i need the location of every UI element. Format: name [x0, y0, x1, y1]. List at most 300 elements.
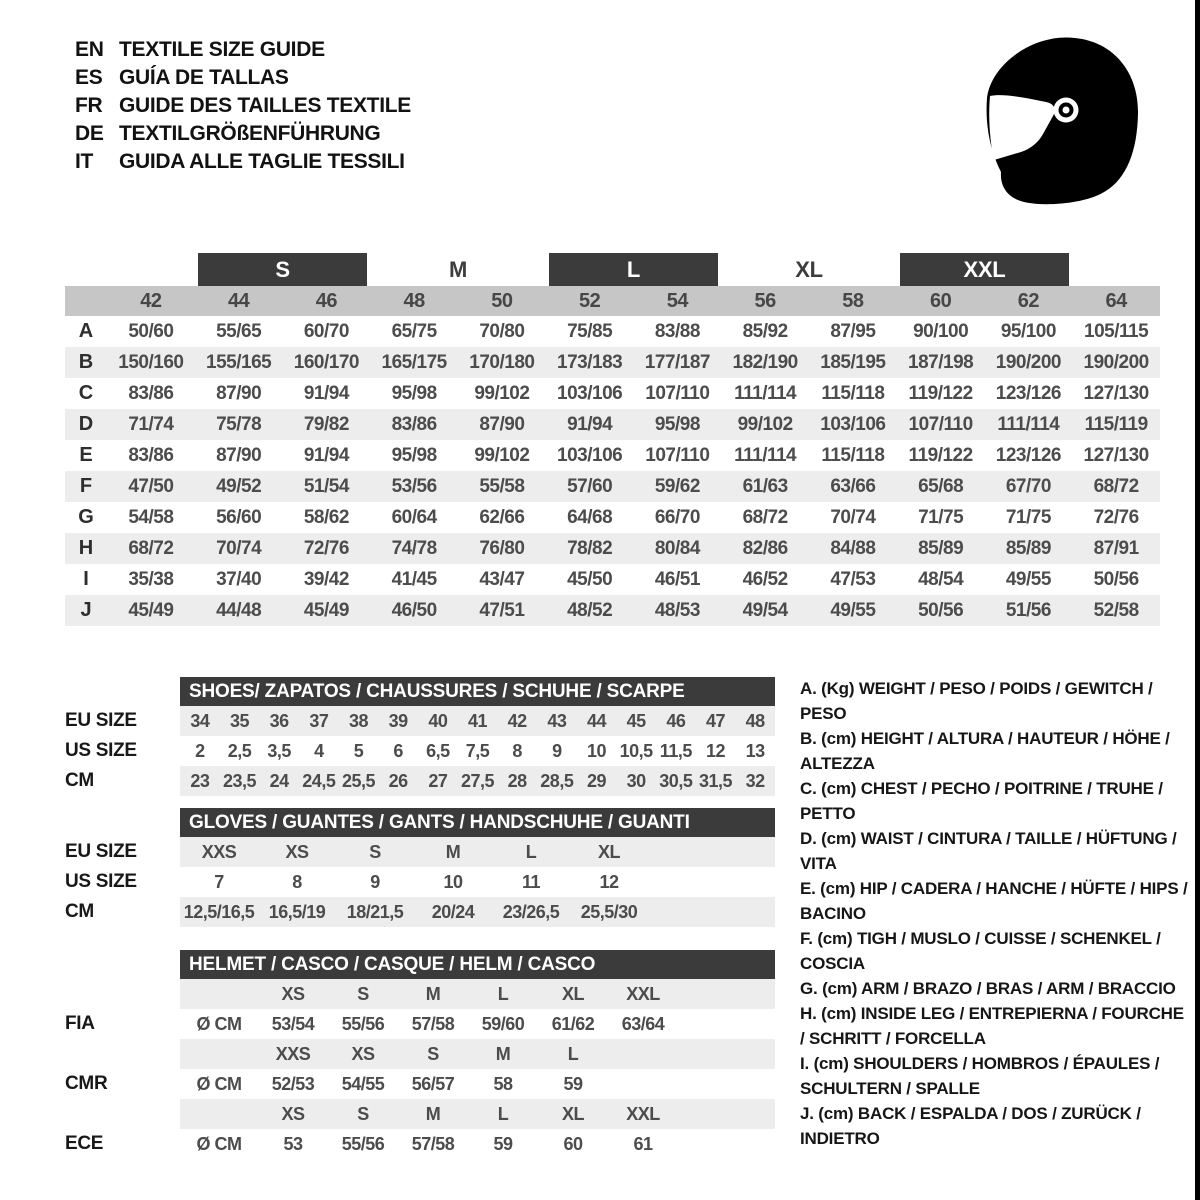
size-group-m: M	[448, 256, 468, 282]
size-value: 49/54	[742, 599, 788, 621]
size-value: 6	[393, 740, 403, 761]
size-value: 83/88	[654, 320, 700, 342]
size-value: 187/198	[908, 351, 974, 373]
row-label: EU SIZE	[65, 841, 137, 862]
size-value: 30,5	[659, 770, 693, 791]
gloves-row-us-size	[65, 867, 775, 897]
size-value: 12,5/16,5	[183, 901, 255, 922]
size-value: 23	[190, 770, 210, 791]
size-value: 60/64	[391, 506, 437, 528]
size-value: 2,5	[227, 740, 252, 761]
size-value: 24,5	[302, 770, 336, 791]
size-value: 115/119	[1084, 413, 1148, 435]
helmet-value: 61	[633, 1133, 653, 1154]
measure-row-d	[65, 409, 1160, 440]
size-value: 87/90	[216, 382, 262, 404]
standard-name: CMR	[65, 1073, 108, 1094]
size-value: 44/48	[216, 599, 262, 621]
helmet-values	[180, 1129, 775, 1159]
helmet-size: M	[425, 983, 441, 1004]
unit-cell	[180, 1099, 258, 1129]
size-group-xl: XL	[795, 256, 823, 282]
standard-name: ECE	[65, 1133, 104, 1154]
size-value: 170/180	[469, 351, 535, 373]
helmet-size: S	[427, 1043, 439, 1064]
size-value: 41/45	[391, 568, 437, 590]
row-label	[65, 1039, 180, 1069]
size-value: 82/86	[742, 537, 788, 559]
language-code: DE	[75, 122, 104, 145]
size-numbers-row	[65, 286, 1160, 316]
size-value: 39	[388, 710, 408, 731]
size-value: 45/49	[128, 599, 174, 621]
size-value: 75/78	[216, 413, 262, 435]
helmet-size: XL	[561, 1103, 584, 1124]
size-value: 111/114	[734, 382, 797, 404]
size-column-46: 46	[315, 289, 337, 312]
size-value: 71/75	[918, 506, 964, 528]
legend-item-i: I. (cm) SHOULDERS / HOMBROS / ÉPAULES / SCHULTERN / SPALLE	[800, 1054, 1160, 1098]
size-value: 78/82	[567, 537, 613, 559]
size-value: 46/50	[391, 599, 437, 621]
size-value: 8	[512, 740, 522, 761]
size-value: 127/130	[1083, 444, 1149, 466]
size-value: 43	[547, 710, 567, 731]
size-value: 40	[428, 710, 448, 731]
size-value: 70/74	[216, 537, 262, 559]
size-value: 46	[666, 710, 686, 731]
helmet-value: 55/56	[341, 1013, 385, 1034]
size-value: 65/75	[391, 320, 437, 342]
size-value: 42	[507, 710, 527, 731]
gloves-row-eu-size	[65, 837, 775, 867]
helmet-size: XL	[561, 983, 584, 1004]
size-value: XS	[285, 841, 309, 862]
size-value: 49/55	[830, 599, 876, 621]
helmet-size: XS	[281, 1103, 305, 1124]
size-value: 45	[626, 710, 646, 731]
size-value: 39/42	[303, 568, 349, 590]
helmet-sizes	[180, 1039, 775, 1069]
size-value: 10	[443, 871, 463, 892]
row-letter: J	[80, 599, 92, 621]
size-value: 57/60	[567, 475, 613, 497]
helmet-value: 56/57	[411, 1073, 455, 1094]
row-label: CM	[65, 901, 94, 922]
helmet-sizes	[180, 1099, 775, 1129]
size-value: 30	[626, 770, 646, 791]
size-value: 38	[348, 710, 368, 731]
size-value: L	[525, 841, 537, 862]
legend-item-f: F. (cm) TIGH / MUSLO / CUISSE / SCHENKEL / COSCIA	[800, 929, 1161, 973]
helmet-size: XXL	[626, 983, 660, 1004]
size-value: 165/175	[381, 351, 447, 373]
size-value: 52/58	[1093, 599, 1139, 621]
row-letter: C	[78, 382, 94, 404]
helmet-sizes-row-ece	[65, 1099, 775, 1129]
measure-row-h	[65, 533, 1160, 564]
language-titles	[75, 36, 411, 176]
size-value: 5	[353, 740, 364, 761]
size-value: 47/51	[479, 599, 525, 621]
shoes-row-us-size	[65, 736, 775, 766]
gloves-values	[180, 897, 775, 927]
unit-label: Ø CM	[196, 1013, 242, 1034]
language-code: EN	[75, 38, 104, 61]
helmet-sizes-row-fia	[65, 979, 775, 1009]
size-value: 67/70	[1005, 475, 1051, 497]
row-letter: I	[83, 568, 89, 590]
measurement-legend	[800, 676, 1190, 1151]
size-value: 11,5	[659, 740, 692, 761]
unit-label: Ø CM	[196, 1073, 242, 1094]
size-value: 177/187	[644, 351, 710, 373]
size-value: M	[445, 841, 461, 862]
standard-name: FIA	[65, 1013, 95, 1034]
size-value: 72/76	[1093, 506, 1139, 528]
size-value: 105/115	[1084, 320, 1149, 342]
corner-cell	[65, 286, 107, 316]
helmet-icon	[982, 30, 1152, 208]
language-title: GUÍA DE TALLAS	[119, 66, 289, 89]
gloves-section-title: GLOVES / GUANTES / GANTS / HANDSCHUHE / GUANTI	[180, 808, 775, 837]
size-value: 8	[292, 871, 302, 892]
language-row-it	[75, 148, 411, 176]
helmet-sizes	[180, 979, 775, 1009]
size-value: 90/100	[913, 320, 969, 342]
helmet-value: 59	[563, 1073, 583, 1094]
size-value: 107/110	[645, 444, 710, 466]
size-value: 45/49	[303, 599, 349, 621]
size-value: 48/52	[567, 599, 613, 621]
helmet-value: 53/54	[271, 1013, 315, 1034]
size-value: 123/126	[995, 444, 1061, 466]
gloves-rows	[65, 837, 775, 927]
size-column-48: 48	[403, 289, 425, 312]
measure-row-j	[65, 595, 1160, 626]
size-value: 68/72	[742, 506, 788, 528]
row-label: EU SIZE	[65, 710, 137, 731]
size-value: 50/56	[1093, 568, 1139, 590]
size-value: 16,5/19	[268, 901, 326, 922]
size-value: 59/62	[654, 475, 700, 497]
row-letter: H	[78, 537, 94, 559]
size-value: 85/89	[918, 537, 964, 559]
size-column-42: 42	[140, 289, 162, 312]
size-value: 107/110	[908, 413, 973, 435]
row-letter: G	[78, 506, 94, 528]
helmet-size: S	[357, 983, 369, 1004]
size-value: 65/68	[918, 475, 964, 497]
helmet-size: L	[497, 983, 509, 1004]
shoes-row-cm	[65, 766, 775, 796]
size-value: 31,5	[698, 770, 733, 791]
size-value: 182/190	[732, 351, 798, 373]
size-value: 115/118	[821, 382, 885, 404]
size-value: 29	[586, 770, 606, 791]
legend-item-b: B. (cm) HEIGHT / ALTURA / HAUTEUR / HÖHE / ALTEZZA	[800, 729, 1170, 773]
size-value: 79/82	[303, 413, 349, 435]
helmet-size: L	[567, 1043, 579, 1064]
helmet-values	[180, 1009, 775, 1039]
size-value: 50/56	[918, 599, 964, 621]
size-value: 99/102	[474, 382, 530, 404]
size-value: 10	[586, 740, 606, 761]
size-value: 48/54	[918, 568, 964, 590]
size-value: 75/85	[567, 320, 613, 342]
size-column-44: 44	[228, 289, 250, 312]
size-value: 95/98	[391, 382, 437, 404]
size-column-50: 50	[491, 289, 513, 312]
size-value: 95/100	[1000, 320, 1056, 342]
size-value: 45/50	[567, 568, 613, 590]
size-table-body	[65, 316, 1160, 626]
language-title: GUIDA ALLE TAGLIE TESSILI	[119, 150, 405, 173]
shoes-values	[180, 736, 775, 766]
size-value: 103/106	[557, 382, 623, 404]
size-value: 87/95	[830, 320, 876, 342]
size-value: 24	[269, 770, 289, 791]
helmet-values	[180, 1069, 775, 1099]
legend-item-c: C. (cm) CHEST / PECHO / POITRINE / TRUHE / PETTO	[800, 779, 1163, 823]
size-value: 99/102	[737, 413, 793, 435]
size-value: 91/94	[303, 382, 349, 404]
size-value: 103/106	[820, 413, 886, 435]
helmet-value: 57/58	[411, 1013, 455, 1034]
size-value: 47/50	[128, 475, 174, 497]
measure-row-b	[65, 347, 1160, 378]
helmet-value: 63/64	[621, 1013, 665, 1034]
size-value: XL	[597, 841, 620, 862]
size-value: 71/75	[1005, 506, 1051, 528]
size-value: 91/94	[567, 413, 613, 435]
row-label	[65, 1099, 180, 1129]
size-value: 34	[190, 710, 210, 731]
size-value: 68/72	[128, 537, 174, 559]
size-value: 46/52	[742, 568, 788, 590]
textile-size-table	[65, 253, 1160, 626]
size-value: 13	[745, 740, 765, 761]
size-value: 160/170	[293, 351, 359, 373]
size-column-52: 52	[579, 289, 601, 312]
row-letter: E	[79, 444, 93, 466]
language-row-fr	[75, 92, 411, 120]
size-value: 44	[586, 710, 606, 731]
size-value: 26	[388, 770, 408, 791]
size-value: 27,5	[460, 770, 495, 791]
size-value: 43/47	[479, 568, 525, 590]
size-value: 84/88	[830, 537, 876, 559]
size-value: 23,5	[222, 770, 257, 791]
size-value: 107/110	[645, 382, 710, 404]
size-column-56: 56	[754, 289, 776, 312]
size-value: 123/126	[995, 382, 1061, 404]
size-value: 83/86	[391, 413, 437, 435]
shoes-values	[180, 766, 775, 796]
helmet-values-row-ece	[65, 1129, 775, 1159]
size-value: 12	[599, 871, 619, 892]
page-right-border	[1195, 0, 1200, 1200]
helmet-size: L	[497, 1103, 509, 1124]
helmet-values-row-cmr	[65, 1069, 775, 1099]
helmet-value: 53	[283, 1133, 303, 1154]
size-value: 76/80	[479, 537, 525, 559]
measure-row-a	[65, 316, 1160, 347]
helmet-value: 57/58	[411, 1133, 455, 1154]
size-groups-row	[65, 253, 1160, 286]
helmet-size: XS	[351, 1043, 375, 1064]
size-value: 37	[309, 710, 329, 731]
size-value: 48/53	[654, 599, 700, 621]
size-value: 58/62	[303, 506, 349, 528]
size-value: 18/21,5	[346, 901, 404, 922]
size-value: 83/86	[128, 444, 174, 466]
size-value: 10,5	[619, 740, 653, 761]
helmet-value: 60	[563, 1133, 583, 1154]
size-value: 48	[745, 710, 765, 731]
size-value: 71/74	[128, 413, 174, 435]
size-column-62: 62	[1017, 289, 1039, 312]
legend-item-a: A. (Kg) WEIGHT / PESO / POIDS / GEWITCH / PESO	[800, 679, 1153, 723]
helmet-size: XXL	[626, 1103, 660, 1124]
size-value: 95/98	[391, 444, 437, 466]
size-value: 150/160	[118, 351, 184, 373]
size-value: 95/98	[654, 413, 700, 435]
unit-label: Ø CM	[196, 1133, 242, 1154]
size-value: 115/118	[821, 444, 885, 466]
helmet-value: 59	[493, 1133, 513, 1154]
size-group-xxl: XXL	[900, 253, 1070, 286]
size-value: 111/114	[997, 413, 1060, 435]
helmet-values-row-fia	[65, 1009, 775, 1039]
size-value: 70/80	[479, 320, 525, 342]
language-code: IT	[75, 150, 94, 173]
unit-cell	[180, 979, 258, 1009]
gloves-values	[180, 837, 775, 867]
size-value: 27	[428, 770, 448, 791]
size-value: 7	[214, 871, 224, 892]
size-group-l: L	[549, 253, 719, 286]
row-letter: D	[78, 413, 94, 435]
size-value: 85/89	[1005, 537, 1051, 559]
language-title: GUIDE DES TAILLES TEXTILE	[119, 94, 411, 117]
size-value: 4	[314, 740, 324, 761]
size-value: 55/65	[216, 320, 262, 342]
size-value: 85/92	[742, 320, 788, 342]
helmet-value: 59/60	[481, 1013, 525, 1034]
size-value: 185/195	[820, 351, 886, 373]
size-value: 83/86	[128, 382, 174, 404]
size-value: 9	[370, 871, 380, 892]
shoes-row-eu-size	[65, 706, 775, 736]
legend-item-e: E. (cm) HIP / CADERA / HANCHE / HÜFTE / HIPS / BACINO	[800, 879, 1188, 923]
helmet-sizes-row-cmr	[65, 1039, 775, 1069]
size-value: 25,5	[341, 770, 376, 791]
size-value: 127/130	[1083, 382, 1149, 404]
size-value: 23/26,5	[502, 901, 560, 922]
language-code: ES	[75, 66, 103, 89]
size-value: 41	[467, 710, 487, 731]
size-value: 80/84	[654, 537, 700, 559]
size-value: 28,5	[540, 770, 574, 791]
language-row-es	[75, 64, 411, 92]
size-value: 60/70	[303, 320, 349, 342]
language-title: TEXTILE SIZE GUIDE	[119, 38, 325, 61]
size-value: 51/56	[1005, 599, 1051, 621]
size-value: 25,5/30	[580, 901, 638, 922]
gloves-values	[180, 867, 775, 897]
size-value: 47/53	[830, 568, 876, 590]
language-row-de	[75, 120, 411, 148]
row-letter: B	[78, 351, 94, 373]
helmet-size-section	[65, 950, 775, 1159]
helmet-size: S	[357, 1103, 369, 1124]
size-value: 35	[229, 710, 249, 731]
legend-item-h: H. (cm) INSIDE LEG / ENTREPIERNA / FOURCHE / SCHRITT / FORCELLA	[800, 1004, 1184, 1048]
size-value: 7,5	[465, 740, 490, 761]
size-column-60: 60	[930, 289, 952, 312]
size-value: 68/72	[1093, 475, 1139, 497]
unit-cell	[180, 1039, 258, 1069]
size-value: 53/56	[391, 475, 437, 497]
size-value: 87/91	[1093, 537, 1139, 559]
size-value: 54/58	[128, 506, 174, 528]
size-value: 11	[521, 871, 541, 892]
size-group-s: S	[198, 253, 368, 286]
size-value: 61/63	[742, 475, 788, 497]
size-value: 3,5	[267, 740, 291, 761]
legend-item-j: J. (cm) BACK / ESPALDA / DOS / ZURÜCK / INDIETRO	[800, 1104, 1141, 1148]
row-label: CM	[65, 770, 94, 791]
helmet-value: 52/53	[271, 1073, 315, 1094]
size-column-54: 54	[666, 289, 688, 312]
size-value: 62/66	[479, 506, 525, 528]
size-value: XXS	[201, 841, 237, 862]
size-value: 46/51	[654, 568, 700, 590]
shoes-values	[180, 706, 775, 736]
size-value: 70/74	[830, 506, 876, 528]
size-value: 2	[195, 740, 205, 761]
measure-row-i	[65, 564, 1160, 595]
size-value: 64/68	[567, 506, 613, 528]
size-value: 49/55	[1005, 568, 1051, 590]
size-column-64: 64	[1105, 289, 1127, 312]
size-value: 63/66	[830, 475, 876, 497]
size-value: 47	[705, 710, 725, 731]
size-value: S	[369, 841, 381, 862]
size-value: 50/60	[128, 320, 174, 342]
helmet-size: XXS	[275, 1043, 311, 1064]
size-value: 56/60	[216, 506, 262, 528]
legend-item-d: D. (cm) WAIST / CINTURA / TAILLE / HÜFTUNG / VITA	[800, 829, 1177, 873]
helmet-value: 61/62	[551, 1013, 595, 1034]
size-value: 12	[705, 740, 725, 761]
helmet-section-title: HELMET / CASCO / CASQUE / HELM / CASCO	[180, 950, 775, 979]
size-value: 37/40	[216, 568, 262, 590]
helmet-size: M	[495, 1043, 511, 1064]
size-value: 87/90	[479, 413, 525, 435]
size-value: 51/54	[303, 475, 349, 497]
row-letter: A	[78, 320, 94, 342]
helmet-value: 55/56	[341, 1133, 385, 1154]
row-label: US SIZE	[65, 871, 137, 892]
legend-item-g: G. (cm) ARM / BRAZO / BRAS / ARM / BRACCIO	[800, 979, 1176, 998]
helmet-rows	[65, 979, 775, 1159]
size-value: 155/165	[206, 351, 272, 373]
size-value: 173/183	[557, 351, 623, 373]
size-value: 111/114	[734, 444, 797, 466]
size-value: 20/24	[431, 901, 475, 922]
